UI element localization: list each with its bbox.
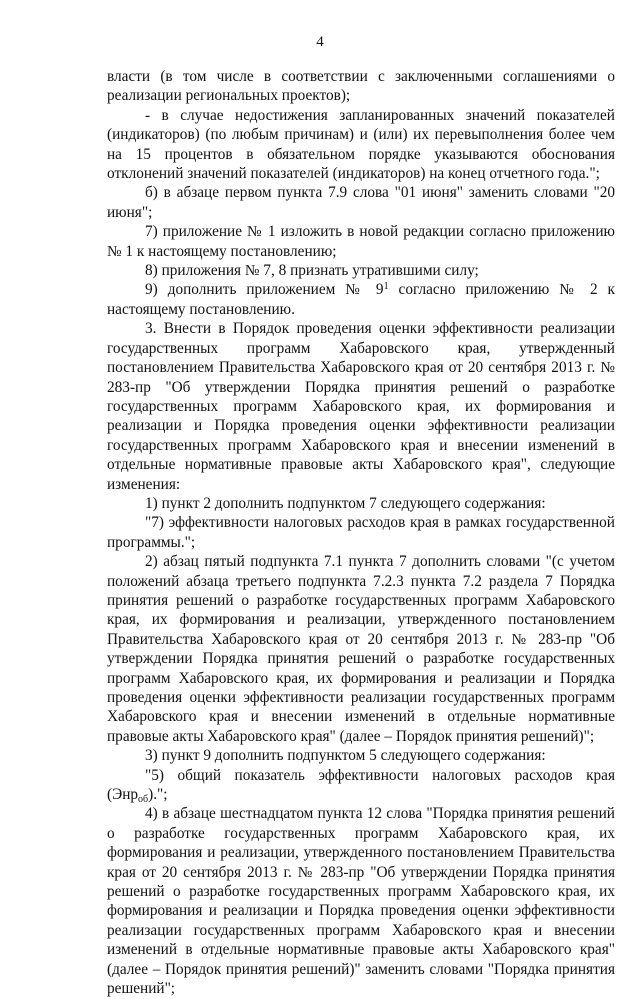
paragraph: [107, 766, 615, 805]
paragraph: 1) пункт 2 дополнить подпунктом 7 следующего содержания:: [145, 494, 546, 512]
paragraph: - в случае недостижения запланированных значений показателей (индикаторов) (по любым причинам) и (или) их перевыполнения более чем на 15 процентов в обязательном порядке указываются обоснования отклонений значений показателей (индикаторов) на конец отчетного года.";: [107, 106, 615, 183]
paragraph: 7) приложение № 1 изложить в новой редакции согласно приложению № 1 к настоящему постановлению;: [107, 223, 615, 260]
subscript-index: об: [138, 794, 149, 806]
paragraph-text: согласно приложению № 2 к настоящему постановлению.: [107, 281, 615, 318]
paragraph: [107, 280, 615, 319]
paragraph: 3) пункт 9 дополнить подпунктом 5 следующего содержания:: [145, 747, 546, 765]
paragraph: 2) абзац пятый подпункта 7.1 пункта 7 дополнить словами "(с учетом положений абзаца третьего подпункта 7.2.3 пункта 7.2 раздела 7 Порядка принятия решений о разработке государственных программ Хабаровского края, их формирования и реализации, утвержденного постановлением Правительства Хабаровского края от 20 сентября 2013 г. № 283-пр "Об утверждении Порядка принятия решений о разработке государственных программ Хабаровского края, их формирования и реализации и Порядка проведения оценки эффективности реализации государственных программ Хабаровского края и внесении изменений в отдельные нормативные правовые акты Хабаровского края" (далее – Порядок принятия решений)";: [107, 553, 615, 745]
paragraph-text: 9) дополнить приложением № 9: [145, 281, 384, 299]
superscript-index: 1: [383, 281, 389, 293]
document-body: [107, 67, 615, 999]
paragraph-text: ).";: [148, 786, 168, 804]
paragraph: б) в абзаце первом пункта 7.9 слова "01 июня" заменить словами "20 июня";: [107, 184, 615, 221]
paragraph-text: "5) общий показатель эффективности налоговых расходов края (Энр: [107, 766, 615, 804]
paragraph: власти (в том числе в соответствии с заключенными соглашениями о реализации региональных проектов);: [107, 68, 615, 105]
paragraph: 3. Внести в Порядок проведения оценки эффективности реализации государственных программ Хабаровского края, утвержденный постановлением Правительства Хабаровского края от 20 сентября 2013 г. № 283-пр "Об утверждении Порядка принятия решений о разработке государственных программ Хабаровского края, их формирования и реализации и Порядка проведения оценки эффективности реализации государственных программ Хабаровского края и внесении изменений в отдельные нормативные правовые акты Хабаровского края", следующие изменения:: [107, 320, 615, 493]
paragraph: 8) приложения № 7, 8 признать утратившими силу;: [145, 262, 479, 280]
page-number: 4: [316, 34, 324, 50]
paragraph: 4) в абзаце шестнадцатом пункта 12 слова "Порядка принятия решений о разработке государственных программ Хабаровского края, их формирования и реализации, утвержденного постановлением Правительства края от 20 сентября 2013 г. № 283-пр "Об утверждении Порядка принятия решений о разработке государственных программ Хабаровского края, их формирования и реализации и Порядка проведения оценки эффективности реализации государственных программ Хабаровского края и внесении изменений в отдельные нормативные правовые акты Хабаровского края" (далее – Порядок принятия решений)" заменить словами "Порядка принятия решений";: [107, 805, 615, 998]
paragraph: "7) эффективности налоговых расходов края в рамках государственной программы.";: [107, 514, 615, 551]
